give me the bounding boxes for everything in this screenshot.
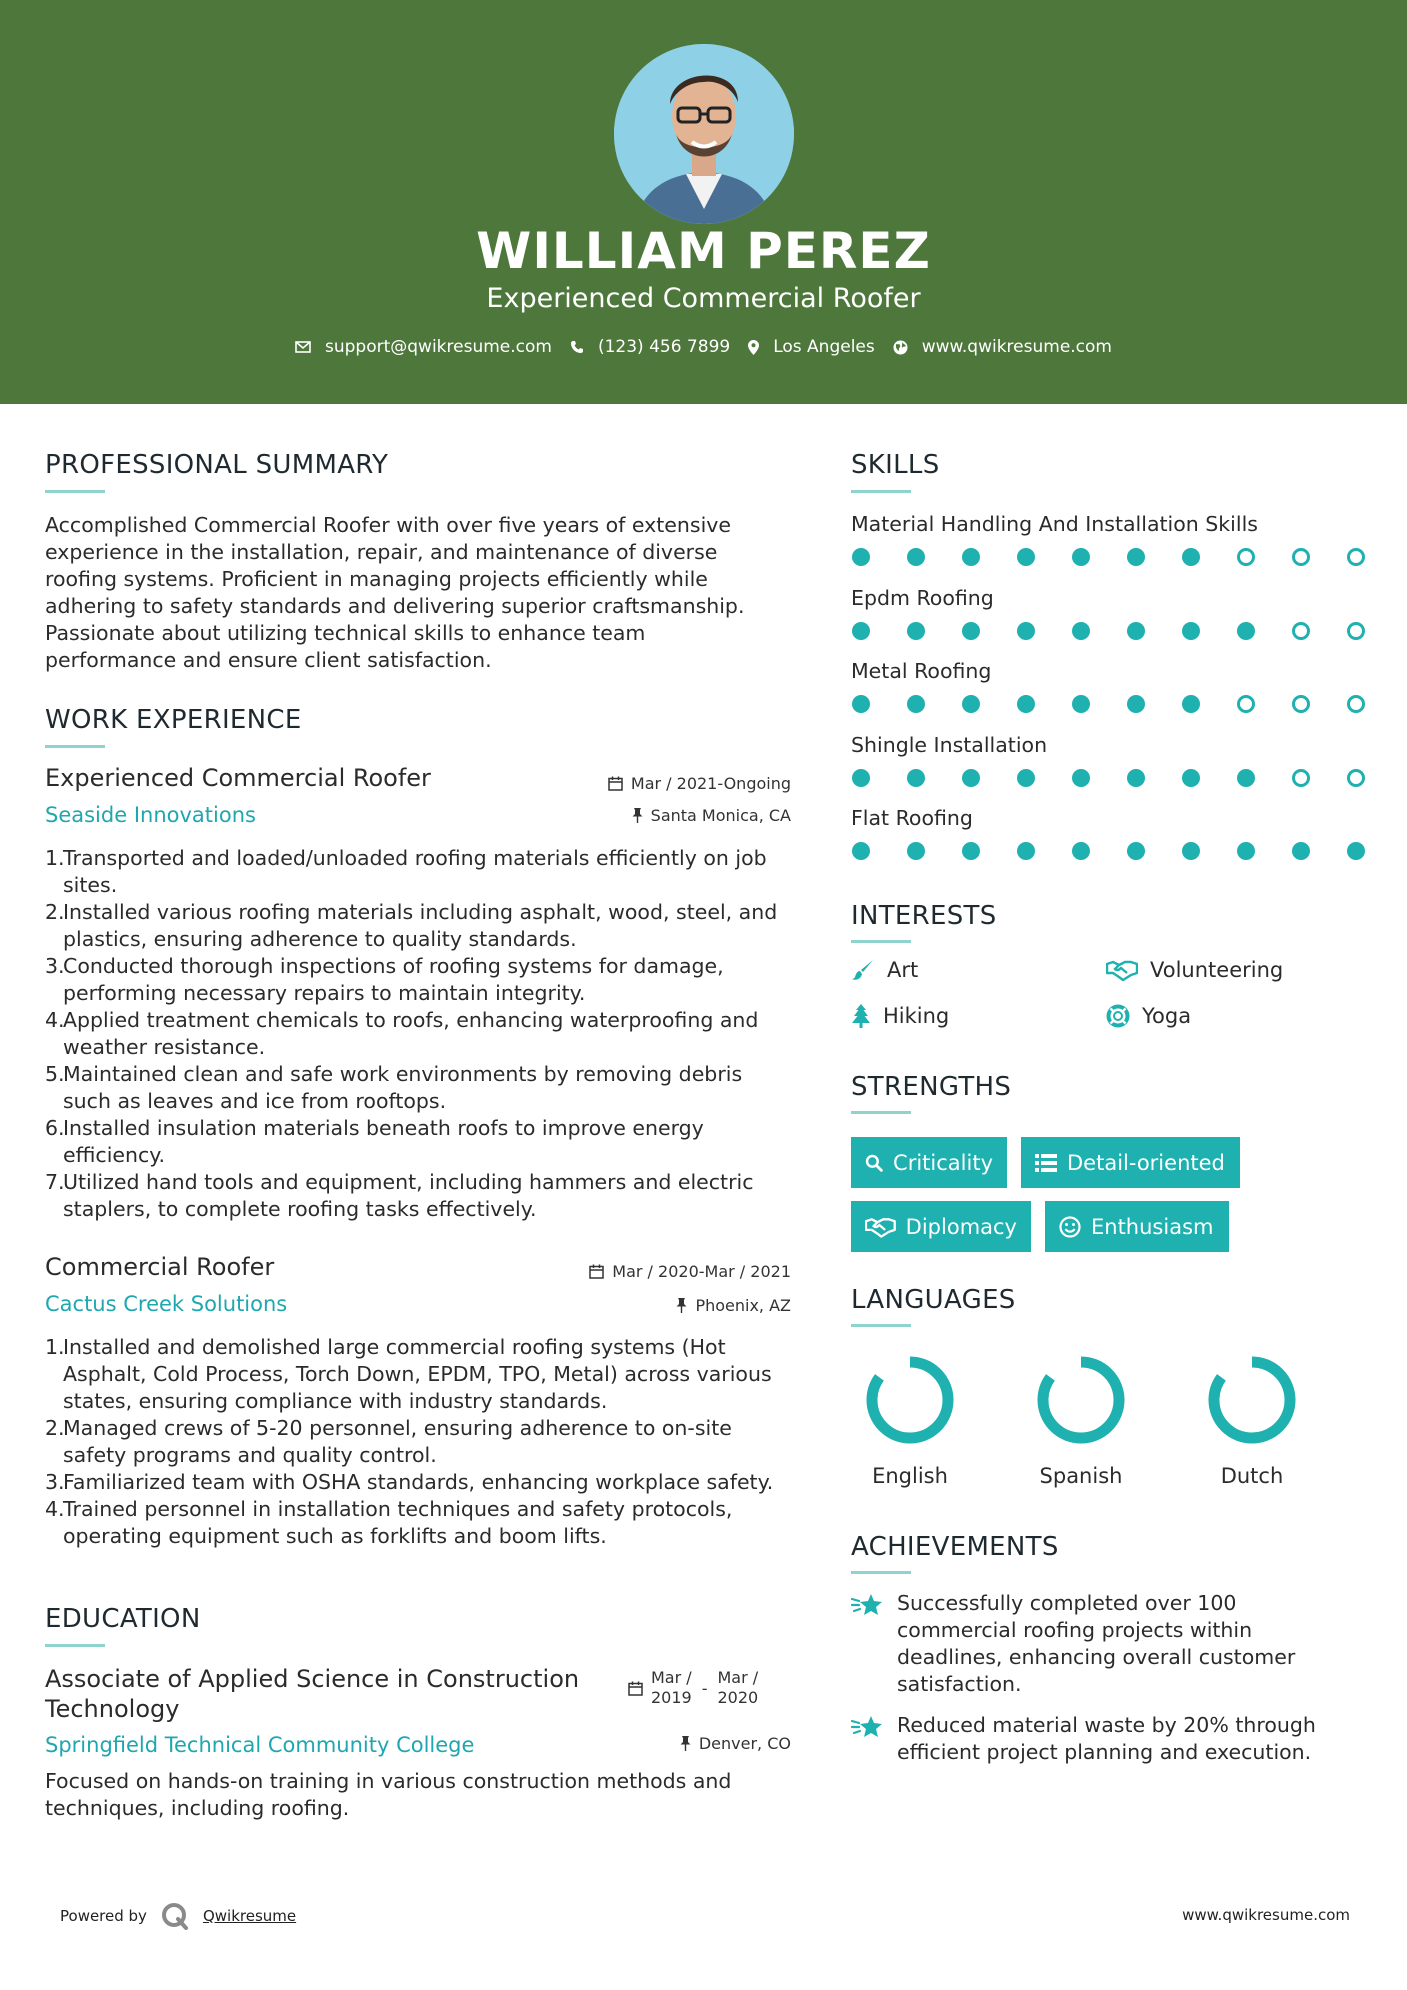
company-name[interactable]: Seaside Innovations xyxy=(45,803,256,827)
rating-dot-filled xyxy=(962,622,980,640)
strength-tag-detail-oriented xyxy=(1021,1137,1240,1188)
pushpin-icon xyxy=(680,1736,691,1751)
summary-line: experience in the installation, repair, and maintenance of diverse xyxy=(45,540,718,564)
edu-desc-line: Focused on hands-on training in various construction methods and xyxy=(45,1769,732,1793)
rating-dot-empty xyxy=(1347,622,1365,640)
rating-dot-filled xyxy=(962,695,980,713)
rating-dot-filled xyxy=(1127,769,1145,787)
rating-dot-filled xyxy=(962,769,980,787)
job-location-text: Santa Monica, CA xyxy=(650,806,791,825)
shooting-star-icon xyxy=(851,1714,883,1740)
rating-dot-filled xyxy=(852,842,870,860)
footer-powered-by xyxy=(60,1902,296,1930)
degree-line: Technology xyxy=(45,1695,180,1723)
achievements-heading: ACHIEVEMENTS xyxy=(851,1532,1059,1562)
rating-dot-empty xyxy=(1347,769,1365,787)
degree-title xyxy=(45,1664,625,1724)
contact-website[interactable]: www.qwikresume.com xyxy=(921,337,1112,357)
education-heading: EDUCATION xyxy=(45,1604,201,1634)
rating-dot-filled xyxy=(1182,842,1200,860)
list-item: Applied treatment chemicals to roofs, enhancing waterproofing and weather resistance. xyxy=(63,1008,759,1059)
strength-label: Detail-oriented xyxy=(1067,1150,1225,1175)
rating-dot-filled xyxy=(1182,769,1200,787)
list-item: Trained personnel in installation techniques and safety protocols, operating equipment such as forklifts and boom lifts. xyxy=(63,1497,733,1548)
school-name[interactable]: Springfield Technical Community College xyxy=(45,1733,475,1757)
rating-dot-filled xyxy=(962,842,980,860)
rating-dot-filled xyxy=(1292,842,1310,860)
contact-email[interactable]: support@qwikresume.com xyxy=(325,337,552,357)
rating-dot-filled xyxy=(1237,769,1255,787)
interest-art xyxy=(851,958,918,982)
rating-dot-filled xyxy=(1182,622,1200,640)
summary-text xyxy=(45,512,805,674)
summary-rule xyxy=(45,490,105,493)
interest-label: Art xyxy=(887,958,919,982)
list-item: Utilized hand tools and equipment, including hammers and electric staplers, to complete roofing tasks effectively. xyxy=(63,1170,754,1221)
candidate-name: WILLIAM PEREZ xyxy=(476,222,931,280)
rating-dot-empty xyxy=(1292,622,1310,640)
rating-dot-filled xyxy=(1127,622,1145,640)
language-item xyxy=(1021,1350,1141,1488)
education-rule xyxy=(45,1644,105,1647)
list-item: Installed various roofing materials including asphalt, wood, steel, and plastics, ensuring adherence to quality standards. xyxy=(63,900,778,951)
job-bullets xyxy=(45,845,805,1223)
rating-dot-filled xyxy=(1347,842,1365,860)
job-bullets xyxy=(45,1334,805,1550)
calendar-icon xyxy=(589,1264,604,1279)
list-item: Familiarized team with OSHA standards, enhancing workplace safety. xyxy=(63,1470,774,1494)
achievement-item xyxy=(851,1590,1351,1698)
edu-desc-line: techniques, including roofing. xyxy=(45,1796,350,1820)
rating-dot-filled xyxy=(962,548,980,566)
achievement-item xyxy=(851,1712,1351,1766)
footer-url[interactable]: www.qwikresume.com xyxy=(1182,1906,1350,1924)
phone-icon xyxy=(570,340,584,354)
summary-line: Passionate about utilizing technical skills to enhance team xyxy=(45,621,646,645)
languages-heading: LANGUAGES xyxy=(851,1285,1016,1315)
rating-dot-filled xyxy=(1017,548,1035,566)
language-name: Dutch xyxy=(1220,1464,1284,1488)
rating-dot-filled xyxy=(1182,695,1200,713)
envelope-icon xyxy=(295,341,311,353)
rating-dot-filled xyxy=(1072,622,1090,640)
language-name: Spanish xyxy=(1039,1464,1123,1488)
calendar-icon xyxy=(628,1681,643,1696)
skills-rule xyxy=(851,490,911,493)
rating-dot-filled xyxy=(1017,769,1035,787)
tree-icon xyxy=(851,1004,871,1028)
interest-label: Yoga xyxy=(1142,1004,1192,1028)
rating-dot-filled xyxy=(1182,548,1200,566)
summary-line: roofing systems. Proficient in managing projects efficiently while xyxy=(45,567,708,591)
rating-dot-filled xyxy=(907,548,925,566)
strength-tag-diplomacy xyxy=(851,1201,1031,1252)
strength-label: Enthusiasm xyxy=(1091,1214,1214,1239)
interest-label: Hiking xyxy=(883,1004,950,1028)
achievement-line: deadlines, enhancing overall customer xyxy=(897,1645,1296,1669)
handshake-icon xyxy=(865,1216,896,1238)
rating-dot-empty xyxy=(1237,548,1255,566)
summary-line: adhering to safety standards and delivering superior craftsmanship. xyxy=(45,594,745,618)
job-location xyxy=(560,806,791,825)
achievements-rule xyxy=(851,1571,911,1574)
job-dates-text: Mar / 2021-Ongoing xyxy=(630,774,791,793)
rating-dot-empty xyxy=(1347,695,1365,713)
rating-dot-empty xyxy=(1347,548,1365,566)
contact-phone[interactable]: (123) 456 7899 xyxy=(597,337,731,357)
calendar-icon xyxy=(608,776,623,791)
strength-tag-enthusiasm xyxy=(1045,1201,1229,1252)
list-item: Maintained clean and safe work environments by removing debris such as leaves and ice from rooftops. xyxy=(63,1062,743,1113)
rating-dot-filled xyxy=(1072,548,1090,566)
paintbrush-icon xyxy=(851,958,875,982)
rating-dot-empty xyxy=(1292,695,1310,713)
candidate-title: Experienced Commercial Roofer xyxy=(486,283,921,314)
rating-dot-filled xyxy=(907,622,925,640)
language-ring-arc xyxy=(1214,1362,1290,1438)
rating-dot-filled xyxy=(1017,842,1035,860)
handshake-icon xyxy=(1106,959,1138,981)
contact-bar xyxy=(0,337,1407,357)
rating-dot-filled xyxy=(1237,622,1255,640)
brand-link[interactable]: Qwikresume xyxy=(202,1907,297,1925)
job-dates xyxy=(560,774,791,793)
pushpin-icon xyxy=(676,1298,687,1313)
education-location xyxy=(560,1734,791,1753)
languages-rule xyxy=(851,1324,911,1327)
skill-name: Epdm Roofing xyxy=(851,585,994,610)
skill-name: Flat Roofing xyxy=(851,806,973,830)
rating-dot-filled xyxy=(852,548,870,566)
achievement-line: Successfully completed over 100 xyxy=(897,1591,1237,1615)
rating-dot-filled xyxy=(1072,695,1090,713)
rating-dot-filled xyxy=(1127,842,1145,860)
job-title: Commercial Roofer xyxy=(45,1253,275,1281)
job-dates-text: Mar / 2020-Mar / 2021 xyxy=(612,1262,791,1281)
rating-dot-filled xyxy=(1237,842,1255,860)
skill-name: Material Handling And Installation Skills xyxy=(851,512,1258,536)
rating-dot-filled xyxy=(907,769,925,787)
education-location-text: Denver, CO xyxy=(698,1734,791,1753)
skill-rating xyxy=(852,842,1372,862)
job-location-text: Phoenix, AZ xyxy=(695,1296,791,1315)
strengths-heading: STRENGTHS xyxy=(851,1072,1012,1102)
map-pin-icon xyxy=(748,340,759,355)
interest-yoga xyxy=(1106,1004,1191,1028)
interest-volunteering xyxy=(1106,958,1283,982)
achievement-line: Reduced material waste by 20% through xyxy=(897,1713,1316,1737)
degree-line: Associate of Applied Science in Construction xyxy=(45,1665,580,1693)
rating-dot-filled xyxy=(852,622,870,640)
powered-by-label: Powered by xyxy=(60,1907,147,1925)
summary-line: Accomplished Commercial Roofer with over five years of extensive xyxy=(45,513,732,537)
summary-heading: PROFESSIONAL SUMMARY xyxy=(45,450,389,480)
language-item xyxy=(1192,1350,1312,1488)
contact-location: Los Angeles xyxy=(773,337,875,357)
skill-name: Metal Roofing xyxy=(851,659,992,683)
achievement-line: satisfaction. xyxy=(897,1672,1022,1696)
skills-heading: SKILLS xyxy=(851,450,940,480)
strength-label: Criticality xyxy=(893,1150,993,1175)
list-icon xyxy=(1035,1154,1057,1172)
skill-rating xyxy=(852,548,1372,568)
edu-start-month: Mar / xyxy=(651,1668,692,1687)
rating-dot-filled xyxy=(852,769,870,787)
list-item: Installed insulation materials beneath roofs to improve energy efficiency. xyxy=(63,1116,704,1167)
rating-dot-filled xyxy=(907,695,925,713)
rating-dot-filled xyxy=(1127,695,1145,713)
language-ring-arc xyxy=(872,1362,948,1438)
list-item: Installed and demolished large commercial roofing systems (Hot Asphalt, Cold Process, Torch Down, EPDM, TPO, Metal) across various states, ensuring compliance with industry standards. xyxy=(63,1335,772,1413)
skill-rating xyxy=(852,695,1372,715)
language-name: English xyxy=(872,1464,948,1488)
company-name[interactable]: Cactus Creek Solutions xyxy=(45,1292,288,1316)
rating-dot-empty xyxy=(1292,769,1310,787)
achievement-line: efficient project planning and execution. xyxy=(897,1740,1312,1764)
interest-hiking xyxy=(851,1004,949,1028)
skill-rating xyxy=(852,622,1372,642)
rating-dot-empty xyxy=(1292,548,1310,566)
rating-dot-filled xyxy=(907,842,925,860)
edu-end-year: 2020 xyxy=(717,1688,759,1707)
rating-dot-filled xyxy=(852,695,870,713)
education-description xyxy=(45,1768,805,1822)
globe-icon xyxy=(893,340,908,355)
interest-label: Volunteering xyxy=(1150,958,1284,982)
list-item: Transported and loaded/unloaded roofing materials efficiently on job sites. xyxy=(63,846,767,897)
rating-dot-filled xyxy=(1072,769,1090,787)
qwikresume-logo-icon xyxy=(161,1902,189,1930)
job-dates xyxy=(540,1262,791,1281)
education-dates: Mar / 2019 - Mar / 2020 xyxy=(628,1668,758,1708)
skill-name: Shingle Installation xyxy=(851,732,1048,757)
summary-line: performance and ensure client satisfaction. xyxy=(45,648,492,672)
language-ring xyxy=(1202,1350,1302,1450)
smile-icon xyxy=(1059,1216,1081,1238)
edu-end-month: Mar / xyxy=(717,1668,759,1687)
profile-photo xyxy=(614,44,794,224)
skill-rating xyxy=(852,769,1372,789)
search-icon xyxy=(865,1152,883,1174)
language-ring xyxy=(1031,1350,1131,1450)
experience-heading: WORK EXPERIENCE xyxy=(45,705,302,735)
language-item xyxy=(850,1350,970,1488)
job-title: Experienced Commercial Roofer xyxy=(45,764,431,792)
interests-heading: INTERESTS xyxy=(851,901,997,931)
strength-tag-criticality xyxy=(851,1137,1007,1188)
strength-label: Diplomacy xyxy=(905,1214,1017,1239)
rating-dot-filled xyxy=(1017,622,1035,640)
shooting-star-icon xyxy=(851,1592,883,1618)
pushpin-icon xyxy=(632,808,643,823)
job-location xyxy=(560,1296,791,1315)
list-item: Conducted thorough inspections of roofing systems for damage, performing necessary repairs to maintain integrity. xyxy=(63,954,724,1005)
language-ring xyxy=(860,1350,960,1450)
edu-start-year: 2019 xyxy=(651,1688,692,1707)
strengths-rule xyxy=(851,1111,911,1114)
rating-dot-filled xyxy=(1072,842,1090,860)
achievement-line: commercial roofing projects within xyxy=(897,1618,1253,1642)
language-ring-arc xyxy=(1043,1362,1119,1438)
rating-dot-filled xyxy=(1127,548,1145,566)
header-banner xyxy=(0,0,1407,404)
experience-rule xyxy=(45,745,105,748)
lifering-icon xyxy=(1106,1004,1130,1028)
rating-dot-empty xyxy=(1237,695,1255,713)
interests-rule xyxy=(851,940,911,943)
list-item: Managed crews of 5-20 personnel, ensuring adherence to on-site safety programs and quality control. xyxy=(63,1416,732,1467)
rating-dot-filled xyxy=(1017,695,1035,713)
